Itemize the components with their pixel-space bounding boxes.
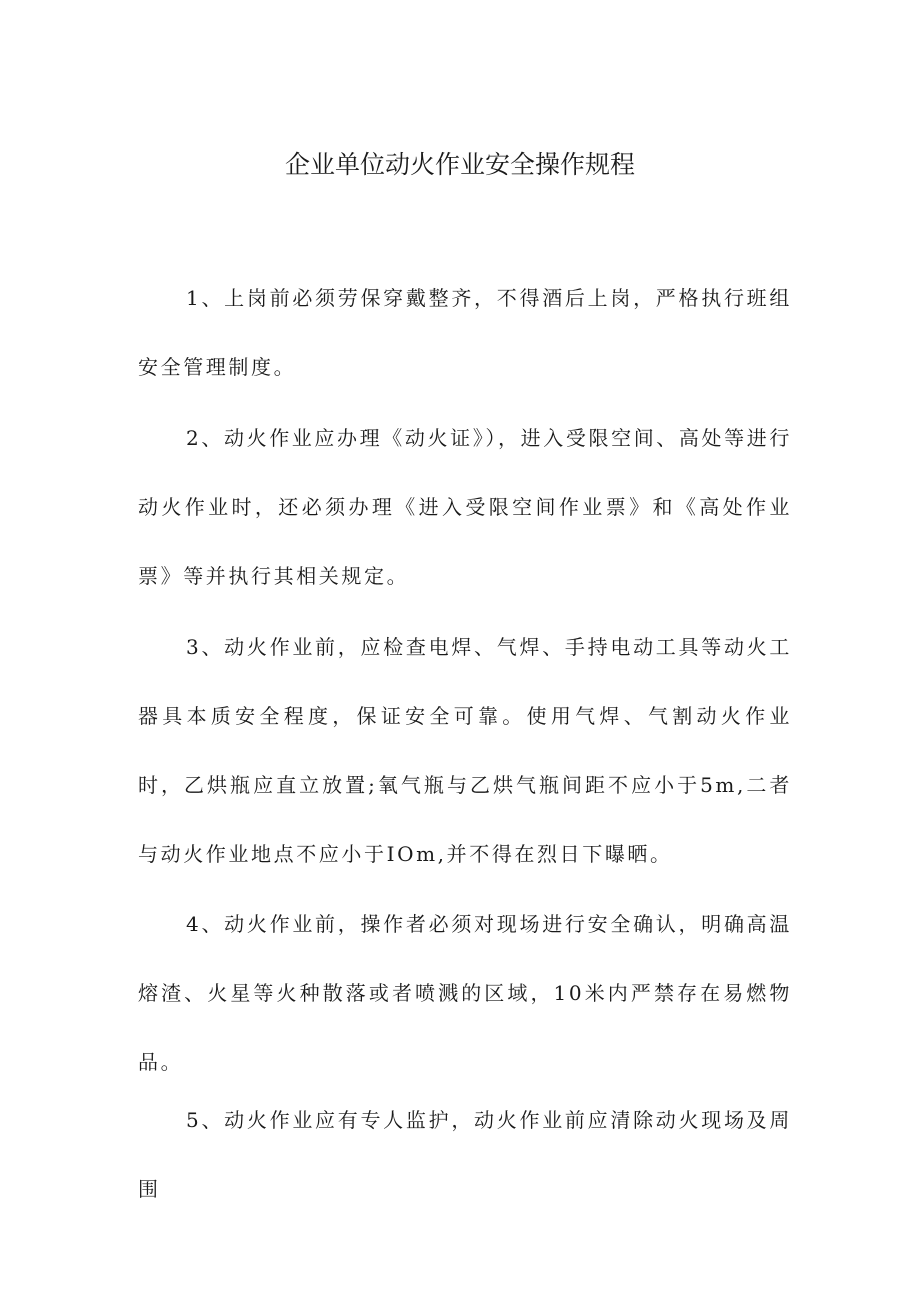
document-title: 企业单位动火作业安全操作规程 [284,150,635,179]
paragraph-3: 3、动火作业前，应检查电焊、气焊、手持电动工具等动火工器具本质安全程度，保证安全可靠。使用气焊、气割动火作业时，乙烘瓶应直立放置;氧气瓶与乙烘气瓶间距不应小于5m,二者与动火作业地点不应小于IOm,并不得在烈日下曝晒。 [138,635,792,866]
paragraph-5: 5、动火作业应有专人监护，动火作业前应清除动火现场及周围 [138,1108,792,1201]
paragraph-4: 4、动火作业前，操作者必须对现场进行安全确认，明确高温熔渣、火星等火种散落或者喷溅的区域，10米内严禁存在易燃物品。 [138,912,792,1074]
paragraph-1: 1、上岗前必须劳保穿戴整齐，不得酒后上岗，严格执行班组安全管理制度。 [138,286,792,379]
paragraph-2: 2、动火作业应办理《动火证》），进入受限空间、高处等进行动火作业时，还必须办理《进入受限空间作业票》和《高处作业票》等并执行其相关规定。 [138,426,792,588]
